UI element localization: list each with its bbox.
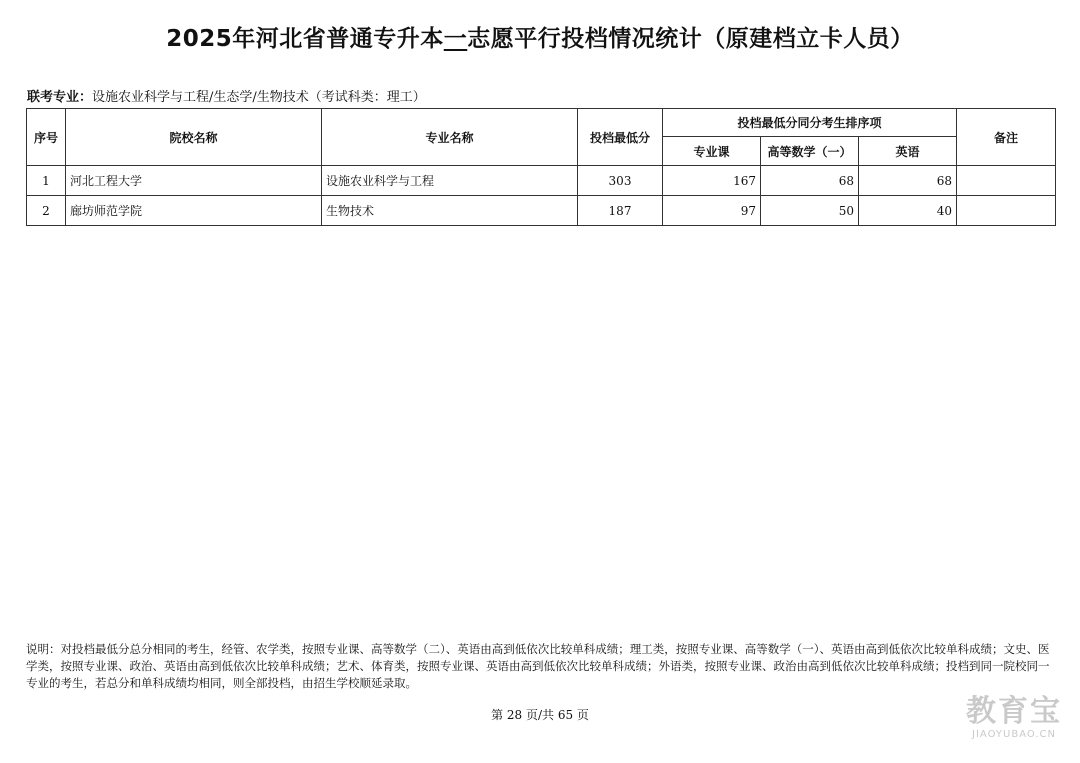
cell-math: 50 (761, 196, 859, 226)
cell-remark (957, 196, 1056, 226)
cell-english: 40 (859, 196, 957, 226)
header-english: 英语 (859, 137, 957, 166)
cell-remark (957, 166, 1056, 196)
header-row-1 (27, 109, 1056, 137)
title-underlined-char: 一 (443, 26, 468, 52)
cell-math: 68 (761, 166, 859, 196)
cell-major-course: 97 (663, 196, 761, 226)
header-math: 高等数学（一） (761, 137, 859, 166)
subject-label: 联考专业： (27, 90, 93, 105)
table-row (27, 196, 1056, 226)
cell-seq: 1 (27, 166, 66, 196)
page-number: 第 28 页/共 65 页 (491, 708, 589, 722)
page-title (0, 20, 1080, 53)
header-remark: 备注 (957, 109, 1056, 166)
title-suffix: 志愿平行投档情况统计（原建档立卡人员） (467, 26, 914, 52)
header-major: 专业名称 (322, 109, 578, 166)
watermark-url: JIAOYUBAO.CN (972, 729, 1056, 740)
header-seq: 序号 (27, 109, 66, 166)
cell-school: 廊坊师范学院 (66, 196, 322, 226)
cell-major: 生物技术 (322, 196, 578, 226)
header-tiebreak-group: 投档最低分同分考生排序项 (663, 109, 957, 137)
subject-value: 设施农业科学与工程/生态学/生物技术（考试科类：理工） (92, 90, 426, 105)
watermark (966, 695, 1062, 740)
cell-major: 设施农业科学与工程 (322, 166, 578, 196)
cell-min-score: 187 (578, 196, 663, 226)
admission-table (26, 108, 1056, 226)
cell-min-score: 303 (578, 166, 663, 196)
watermark-logo: 教育宝 (966, 694, 1062, 729)
header-min-score: 投档最低分 (578, 109, 663, 166)
table-row (27, 166, 1056, 196)
cell-school: 河北工程大学 (66, 166, 322, 196)
title-prefix: 2025年河北省普通专升本 (166, 26, 444, 52)
cell-seq: 2 (27, 196, 66, 226)
cell-major-course: 167 (663, 166, 761, 196)
explanation-note: 说明：对投档最低分总分相同的考生，经管、农学类，按照专业课、高等数学（二）、英语由高到低依次比较单科成绩；理工类，按照专业课、高等数学（一）、英语由高到低依次比较单科成绩；文史、医学类，按照专业课、政治、英语由高到低依次比较单科成绩；艺术、体育类，按照专业课、英语由高到低依次比较单科成绩；外语类，按照专业课、政治由高到低依次比较单科成绩；投档到同一院校同一专业的考生，若总分和单科成绩均相同，则全部投档，由招生学校顺延录取。 (26, 642, 1050, 690)
cell-english: 68 (859, 166, 957, 196)
subject-line (27, 86, 426, 105)
header-major-course: 专业课 (663, 137, 761, 166)
header-school: 院校名称 (66, 109, 322, 166)
